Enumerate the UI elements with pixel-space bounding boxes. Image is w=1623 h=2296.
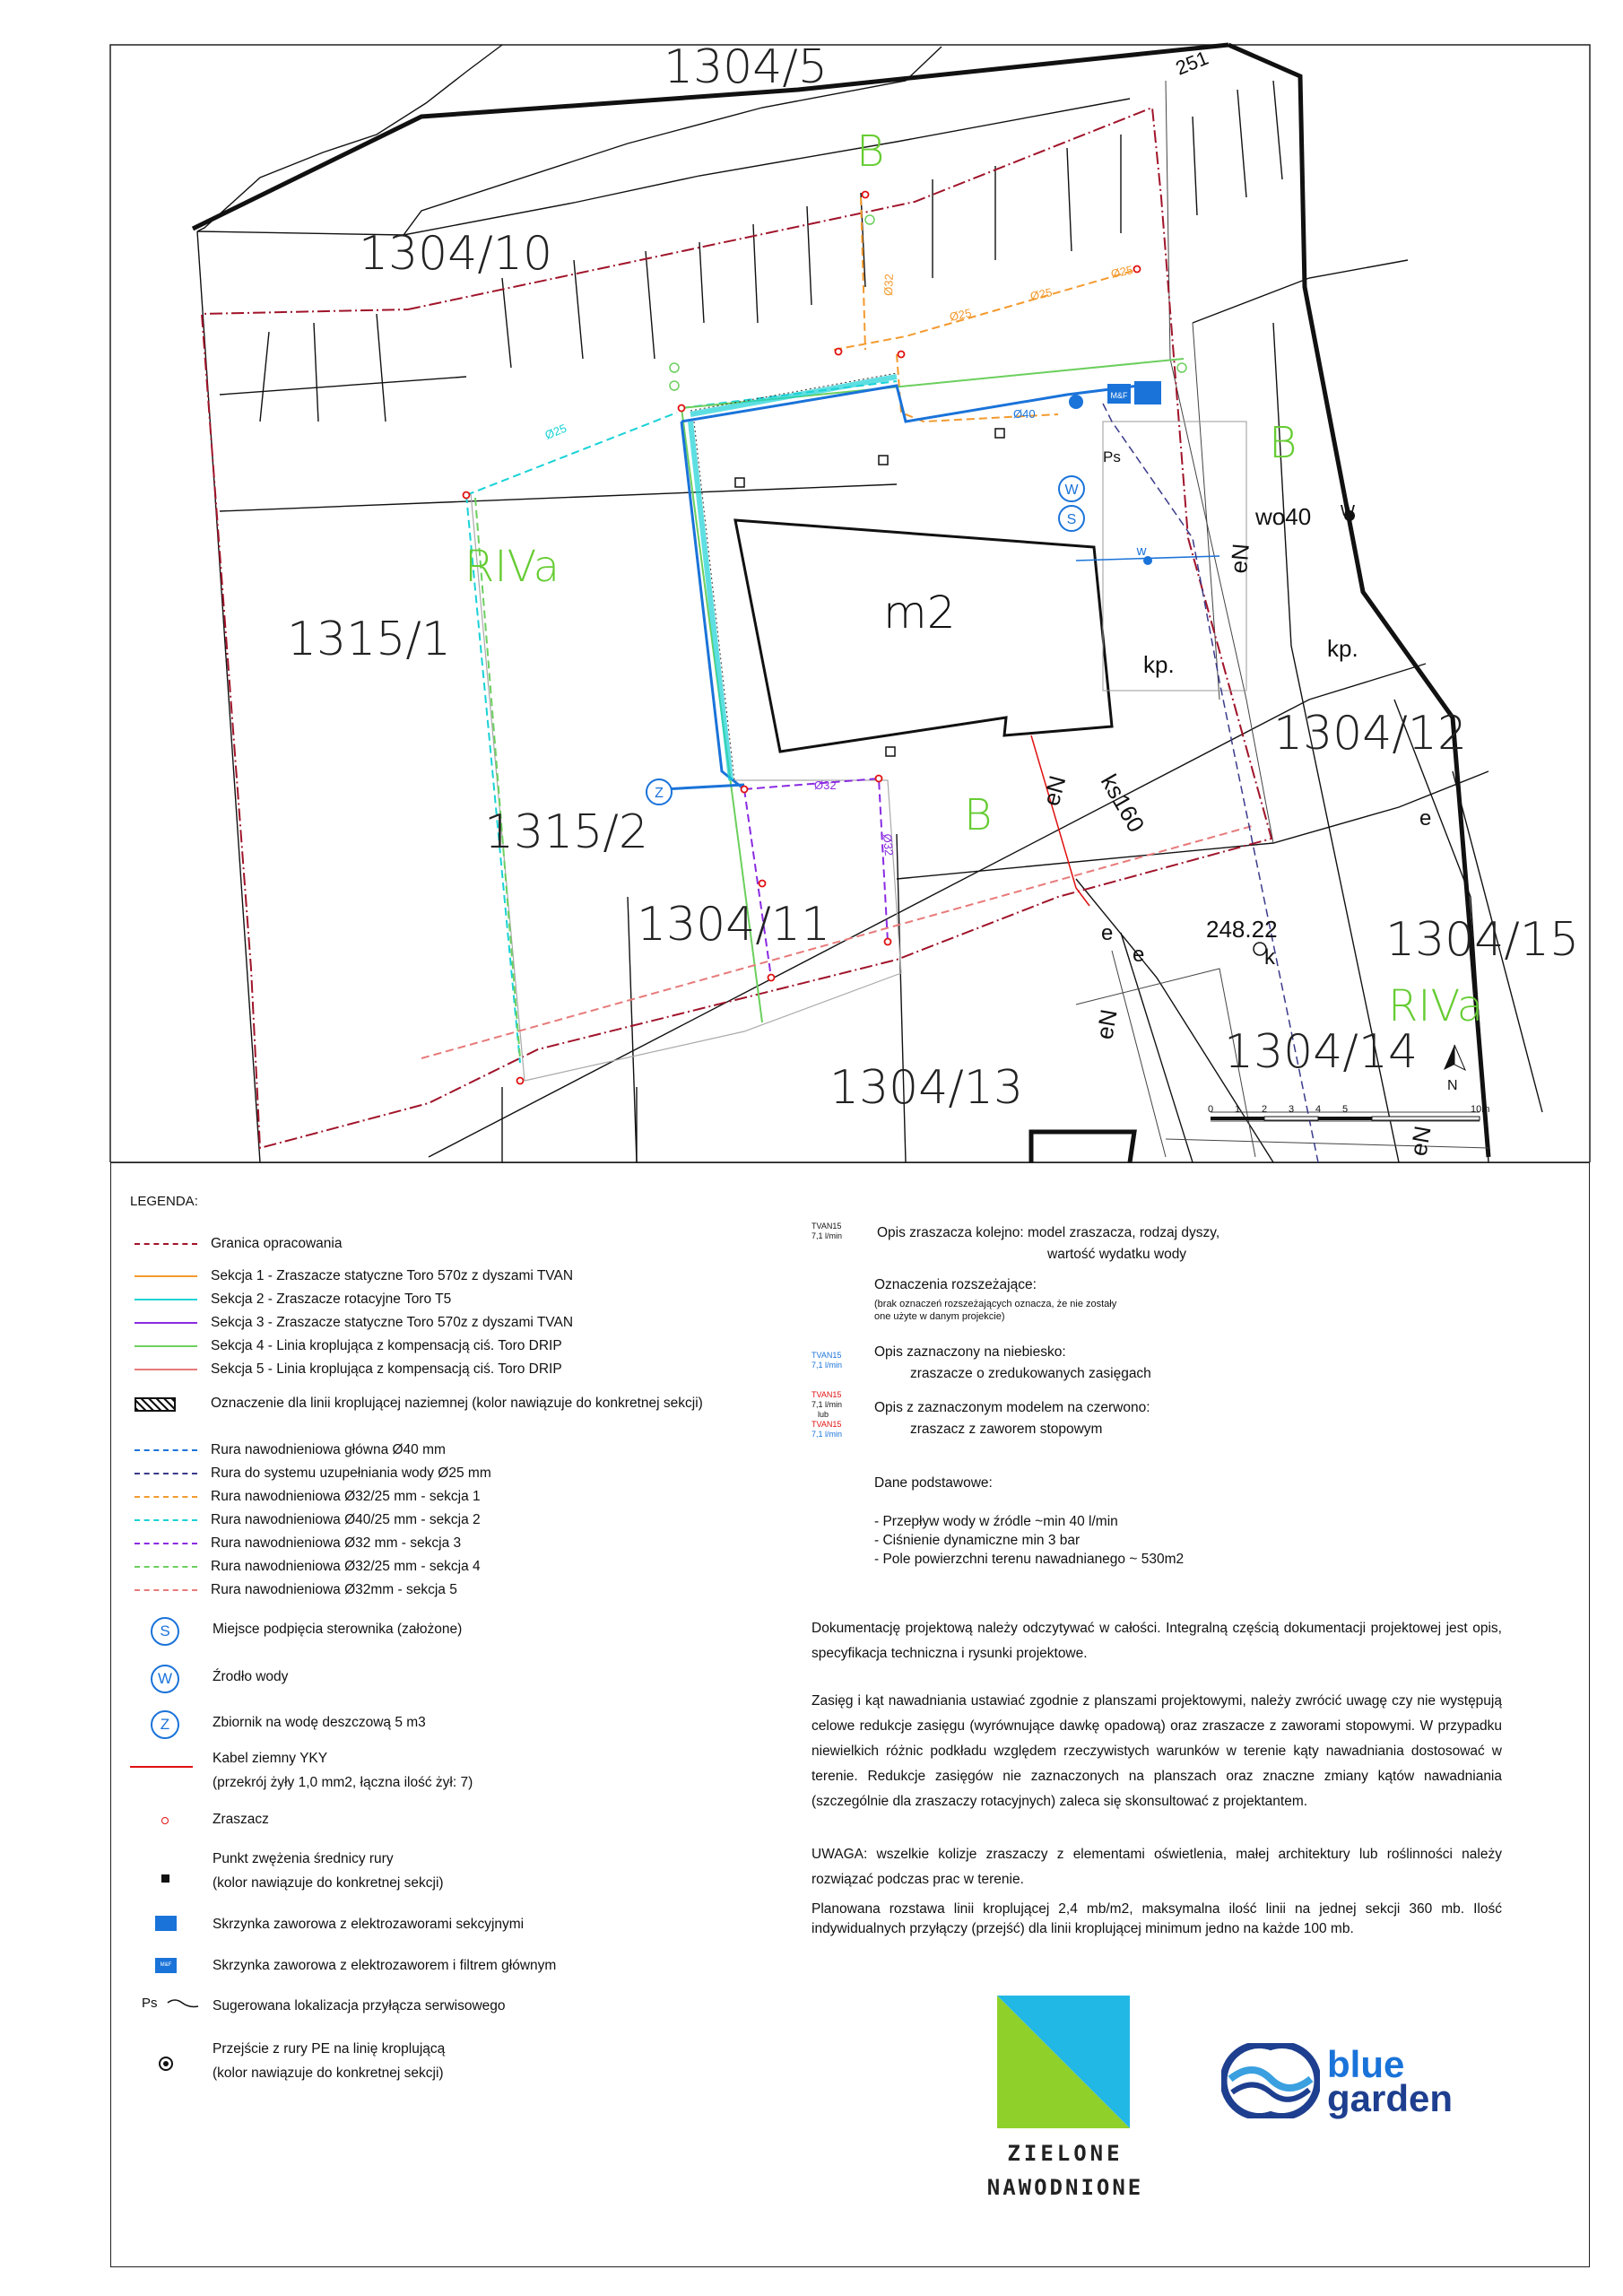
drip-hatch-icon bbox=[135, 1397, 176, 1412]
legend-row-pipe-s4 bbox=[130, 1556, 481, 1578]
legend-label: (kolor nawiązuje do konkretnej sekcji) bbox=[213, 1875, 444, 1891]
kp-label-2: kp. bbox=[1327, 635, 1358, 662]
narrowing-legend-icon bbox=[161, 1874, 169, 1883]
controller-symbol: S bbox=[1066, 512, 1077, 527]
legend-label: (kolor nawiązuje do konkretnej sekcji) bbox=[213, 2066, 444, 2081]
w-label: w bbox=[1341, 498, 1355, 520]
water-source-symbol: W bbox=[1064, 483, 1079, 498]
scale-2: 2 bbox=[1262, 1104, 1268, 1115]
legend-label: Rura nawodnieniowa Ø32mm - sekcja 5 bbox=[211, 1582, 457, 1597]
scale-5: 5 bbox=[1342, 1104, 1349, 1115]
map-frame bbox=[110, 45, 1590, 1162]
valve-box-legend-icon bbox=[155, 1916, 177, 1931]
legend-row-section3 bbox=[130, 1312, 573, 1334]
en-label-4: eN bbox=[1404, 1124, 1436, 1159]
tank-symbol: Z bbox=[655, 786, 664, 801]
parcel-1304-10: 1304/10 bbox=[359, 227, 553, 281]
legend-label: Sekcja 1 - Zraszacze statyczne Toro 570z z dyszami TVAN bbox=[211, 1268, 574, 1283]
blue-text: blue bbox=[1327, 2043, 1405, 2085]
legend-label: Sekcja 3 - Zraszacze statyczne Toro 570z z dyszami TVAN bbox=[211, 1315, 574, 1330]
legend-row-section4 bbox=[130, 1335, 562, 1357]
opis-line-2: wartość wydatku wody bbox=[1047, 1247, 1187, 1262]
scale-3: 3 bbox=[1289, 1104, 1295, 1115]
parcel-1304-12: 1304/12 bbox=[1273, 707, 1468, 761]
wo40-label: wo40 bbox=[1255, 503, 1312, 530]
pipe-label-d32-purple-b: Ø32 bbox=[881, 832, 897, 857]
blue-line: zraszacze o zredukowanych zasięgach bbox=[910, 1366, 1151, 1381]
red-small-3: lub bbox=[818, 1410, 829, 1419]
scale-4: 4 bbox=[1315, 1104, 1322, 1115]
k-label: k bbox=[1264, 945, 1275, 970]
tank-legend-icon: Z bbox=[151, 1710, 179, 1739]
narrowing-points bbox=[735, 429, 1004, 756]
blue-title: Opis zaznaczony na niebiesko: bbox=[874, 1344, 1066, 1360]
legend-row-pipe-s2 bbox=[130, 1509, 481, 1531]
north-arrow-icon bbox=[1444, 1045, 1465, 1093]
pipe-section-4 bbox=[475, 359, 1184, 1058]
pipe-label-d25-cyan: Ø25 bbox=[542, 421, 568, 442]
legend-label: Rura nawodnieniowa główna Ø40 mm bbox=[211, 1442, 446, 1457]
pipe-label-d25-b: Ø25 bbox=[1028, 285, 1054, 303]
legend-row-supply-pipe bbox=[130, 1463, 491, 1484]
legend-label: Rura nawodnieniowa Ø32 mm - sekcja 3 bbox=[211, 1535, 462, 1551]
legend-label: Rura nawodnieniowa Ø32/25 mm - sekcja 1 bbox=[211, 1489, 481, 1504]
red-line: zraszacz z zaworem stopowym bbox=[910, 1422, 1103, 1437]
pipe-label-d25-c: Ø25 bbox=[1109, 263, 1134, 281]
pipe-label-d40: Ø40 bbox=[1013, 407, 1036, 421]
terrace-outline bbox=[1103, 422, 1246, 691]
heavy-contour bbox=[193, 45, 1488, 1162]
elevation-label: 248.22 bbox=[1206, 916, 1278, 943]
legend-row-main-pipe bbox=[130, 1439, 446, 1461]
e-label-3: e bbox=[1419, 806, 1432, 831]
note-paragraph-2: Zasięg i kąt nawadniania ustawiać zgodnie z planszami projektowymi, należy zwrócić uwagę czy nie występują celowe redukcje zasięgu (wyrównujące dawkę opadową) oraz zraszacze z zaworami stopowymi. W przypadku niewielkich różnic podkładu względem rzeczywistych warunków w terenie kąty nawadniania dostosować w terenie. Redukcje zasięgów nie zaznaczonych na planszach oraz znaczne zmiany kątów nawadniania (szczególnie dla zraszaczy rotacyjnych) zaleca się skonsultować z projektantem. bbox=[812, 1693, 1502, 1809]
legend-label: Skrzynka zaworowa z elektrozaworem i filtrem głównym bbox=[213, 1958, 557, 1973]
red-title: Opis z zaznaczonym modelem na czerwono: bbox=[874, 1400, 1150, 1415]
opis-line-1: Opis zraszacza kolejno: model zraszacza, rodzaj dyszy, bbox=[877, 1225, 1220, 1240]
dane-title: Dane podstawowe: bbox=[874, 1475, 993, 1491]
controller-legend-icon: S bbox=[151, 1617, 179, 1646]
legend-label: Zbiornik na wodę deszczową 5 m3 bbox=[213, 1715, 426, 1730]
red-small-5: 7,1 l/min bbox=[812, 1430, 843, 1439]
red-small-4: TVAN15 bbox=[812, 1420, 842, 1429]
service-connection-icon bbox=[166, 1996, 202, 2013]
class-riva-left: RIVa bbox=[464, 542, 560, 592]
legend-label: Kabel ziemny YKY bbox=[213, 1751, 328, 1766]
ps-label: Ps bbox=[1103, 448, 1121, 465]
legend-label: Sekcja 5 - Linia kroplująca z kompensacją ciś. Toro DRIP bbox=[211, 1361, 562, 1377]
scale-10m: 10m bbox=[1471, 1104, 1490, 1115]
cable-legend-icon bbox=[130, 1766, 193, 1768]
legend-label: Przejście z rury PE na linię kroplującą bbox=[213, 2041, 446, 2057]
legend-label: Sugerowana lokalizacja przyłącza serwisowego bbox=[213, 1998, 506, 2013]
legend-label: Sekcja 2 - Zraszacze rotacyjne Toro T5 bbox=[211, 1292, 452, 1307]
e-label-2: e bbox=[1133, 943, 1145, 967]
note-paragraph-1: Dokumentację projektową należy odczytywać w całości. Integralną częścią dokumentacji projektowej jest opis, specyfikacja techniczna i rysunki projektowe. bbox=[812, 1621, 1502, 1661]
parcel-1304-5: 1304/5 bbox=[664, 40, 828, 94]
en-label-3: eN bbox=[1090, 1007, 1123, 1042]
legend-label: Sekcja 4 - Linia kroplująca z kompensacją ciś. Toro DRIP bbox=[211, 1338, 562, 1353]
legend-swatch-boundary bbox=[130, 1233, 211, 1255]
blue-small-2: 7,1 l/min bbox=[812, 1361, 843, 1370]
class-b-center: B bbox=[964, 790, 993, 840]
legend-row-boundary bbox=[130, 1233, 342, 1255]
ozn-line-1: (brak oznaczeń rozszeżających oznacza, że nie zostały bbox=[874, 1299, 1117, 1309]
parcel-1304-15: 1304/15 bbox=[1385, 913, 1580, 967]
parcel-1315-1: 1315/1 bbox=[287, 613, 451, 666]
w-label-blue: w bbox=[1136, 544, 1147, 559]
scale-1: 1 bbox=[1235, 1104, 1241, 1115]
legend-row-section2 bbox=[130, 1289, 451, 1310]
en-label-1: eN bbox=[1037, 772, 1072, 809]
legend-label: Rura nawodnieniowa Ø40/25 mm - sekcja 2 bbox=[211, 1512, 481, 1527]
drip-transitions bbox=[670, 215, 1186, 390]
drip-transition-legend-icon bbox=[159, 2057, 173, 2071]
building-label: m2 bbox=[883, 587, 956, 639]
legend-label: Punkt zwężenia średnicy rury bbox=[213, 1851, 394, 1866]
en-label-2: eN bbox=[1225, 542, 1254, 575]
zielone-nawodnione-logo bbox=[997, 1996, 1130, 2128]
drip-band bbox=[690, 377, 897, 780]
yky-cable bbox=[1031, 735, 1089, 906]
mf-label: M&F bbox=[1110, 391, 1128, 400]
parcel-1304-11: 1304/11 bbox=[637, 898, 831, 952]
ozn-line-2: one użyte w danym projekcie) bbox=[874, 1311, 1005, 1322]
mf-valve-legend-icon: M&F bbox=[155, 1958, 177, 1973]
valve-box-sections bbox=[1134, 381, 1161, 404]
legend-label: Skrzynka zaworowa z elektrozaworami sekcyjnymi bbox=[213, 1917, 525, 1932]
legend-label: Rura do systemu uzupełniania wody Ø25 mm bbox=[211, 1465, 491, 1481]
water-meter-icon bbox=[1069, 395, 1083, 409]
legend-title: LEGENDA: bbox=[130, 1194, 198, 1209]
pipe-label-d25-a: Ø25 bbox=[948, 306, 973, 324]
cadastral-lines bbox=[197, 45, 1542, 1162]
legend-row-drip-marking bbox=[130, 1393, 703, 1414]
class-riva-right: RIVa bbox=[1388, 981, 1484, 1031]
zielone-text: ZIELONE bbox=[1007, 2141, 1124, 2166]
legend-label: Zraszacz bbox=[213, 1812, 269, 1827]
legend-label: Granica opracowania bbox=[211, 1236, 343, 1251]
ozn-title: Oznaczenia rozszeżające: bbox=[874, 1277, 1037, 1292]
tvan-small-2: 7,1 l/min bbox=[812, 1231, 843, 1240]
tvan-small-1: TVAN15 bbox=[812, 1222, 842, 1231]
kp-label-1: kp. bbox=[1143, 651, 1175, 678]
e-label-1: e bbox=[1101, 921, 1114, 945]
parcel-1315-2: 1315/2 bbox=[484, 805, 648, 859]
legend-label: Źrodło wody bbox=[213, 1669, 289, 1684]
ps-legend-label: Ps bbox=[142, 1996, 158, 2011]
north-label: N bbox=[1447, 1078, 1458, 1093]
legend-label: (przekrój żyły 1,0 mm2, łączna ilość żył: 7) bbox=[213, 1775, 473, 1790]
red-small-1: TVAN15 bbox=[812, 1390, 842, 1399]
scale-0: 0 bbox=[1208, 1104, 1214, 1115]
blue-garden-logo-icon bbox=[1221, 2043, 1320, 2118]
parcel-1304-13: 1304/13 bbox=[829, 1061, 1024, 1115]
blue-small-1: TVAN15 bbox=[812, 1351, 842, 1360]
dane-1: - Przepływ wody w źródle ~min 40 l/min bbox=[874, 1514, 1118, 1529]
dane-3: - Pole powierzchni terenu nawadnianego ~ 530m2 bbox=[874, 1552, 1185, 1567]
legend-row-pipe-s5 bbox=[130, 1579, 457, 1601]
garden-text: garden bbox=[1327, 2077, 1454, 2119]
legend-label: Oznaczenie dla linii kroplującej naziemnej (kolor nawiązuje do konkretnej sekcji) bbox=[211, 1396, 703, 1411]
legend-row-pipe-s3 bbox=[130, 1533, 461, 1554]
sprinkler-legend-icon bbox=[161, 1817, 169, 1824]
legend-label: Miejsce podpięcia sterownika (założone) bbox=[213, 1622, 463, 1637]
water-source-legend-icon: W bbox=[151, 1665, 179, 1693]
ks160-label: ks160 bbox=[1095, 770, 1150, 838]
dane-2: - Ciśnienie dynamiczne min 3 bar bbox=[874, 1533, 1081, 1548]
pipe-label-d32-a: Ø32 bbox=[881, 274, 896, 297]
legend-row-section1 bbox=[130, 1265, 573, 1287]
parcel-1304-14: 1304/14 bbox=[1224, 1025, 1419, 1079]
nawodnione-text: NAWODNIONE bbox=[986, 2175, 1144, 2200]
class-b-right: B bbox=[1269, 418, 1298, 468]
red-small-2: 7,1 l/min bbox=[812, 1400, 843, 1409]
class-b-top: B bbox=[856, 126, 885, 177]
legend-label: Rura nawodnieniowa Ø32/25 mm - sekcja 4 bbox=[211, 1559, 481, 1574]
pipe-label-d32-purple: Ø32 bbox=[814, 778, 837, 792]
legend-row-section5 bbox=[130, 1359, 562, 1380]
legend-row-pipe-s1 bbox=[130, 1486, 481, 1508]
pipe-section-5 bbox=[421, 825, 1255, 1058]
pipe-section-2 bbox=[466, 381, 897, 1063]
note-paragraph-3: UWAGA: wszelkie kolizje zraszaczy z elementami oświetlenia, małej architektury lub roślinności należy rozwiązać podczas prac w terenie. bbox=[812, 1847, 1502, 1887]
note-paragraph-4: Planowana rozstawa linii kroplującej 2,4 mb/m2, maksymalna ilość linii na jednej sekcji 360 mb. Ilość indywidualnych przyłączy (przejść) dla linii kroplującej minimum jedno na każde 100 mb. bbox=[812, 1901, 1502, 1936]
number-251: 251 bbox=[1172, 46, 1211, 80]
